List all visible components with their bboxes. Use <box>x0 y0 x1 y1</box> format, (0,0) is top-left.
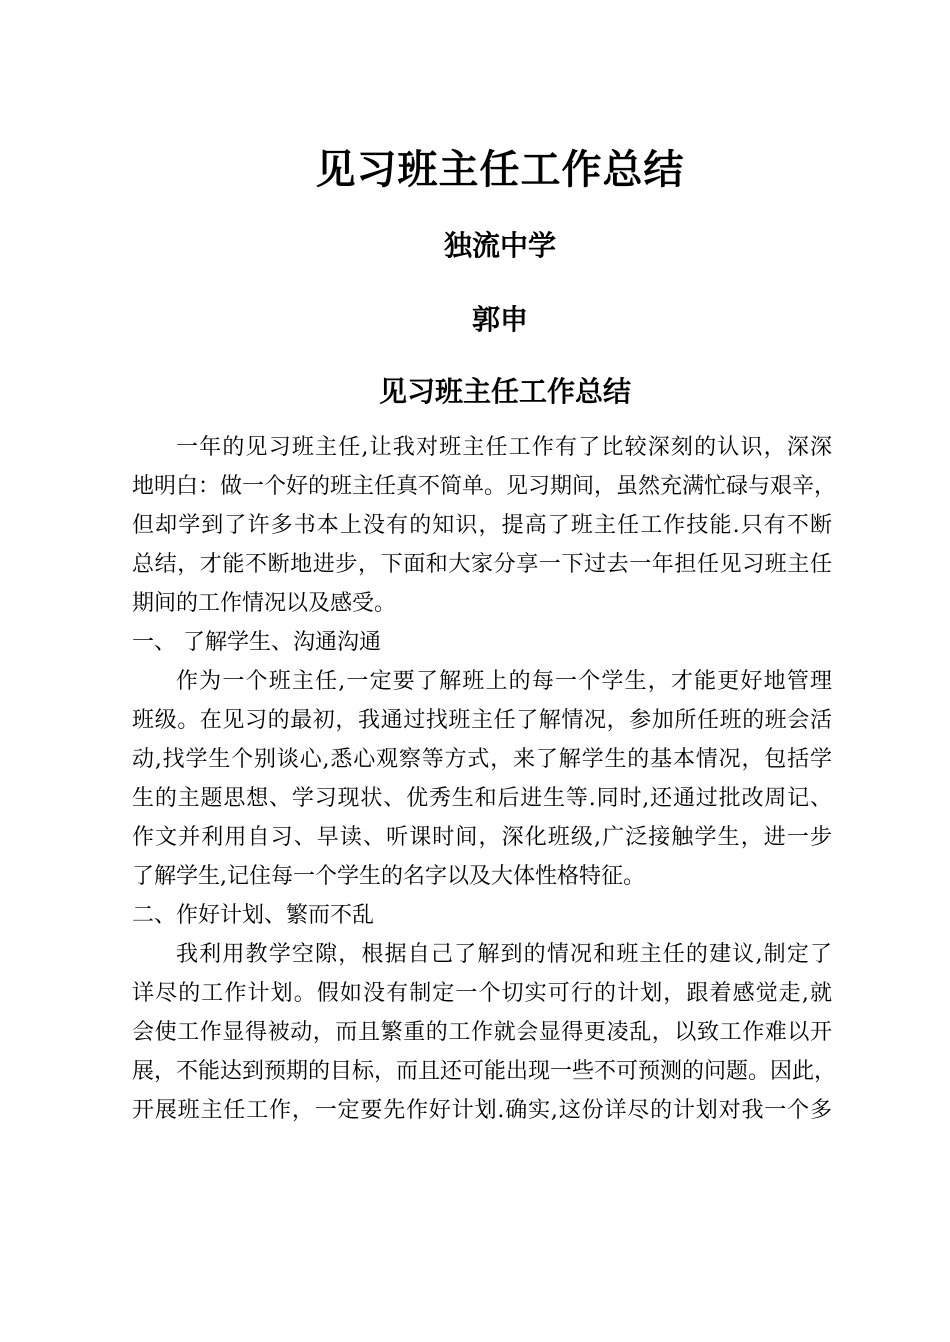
document-title: 见习班主任工作总结 <box>315 146 685 193</box>
document-subtitle: 见习班主任工作总结 <box>378 375 631 408</box>
section-heading: 二、作好计划、繁而不乱 <box>132 903 375 928</box>
paragraph-line: 班级。在见习的最初，我通过找班主任了解情况，参加所任班的班会活 <box>132 708 832 733</box>
paragraph-line: 了解学生,记住每一个学生的名字以及大体性格特征。 <box>132 864 645 889</box>
paragraph-line: 展，不能达到预期的目标，而且还可能出现一些不可预测的问题。因此， <box>132 1059 837 1084</box>
paragraph-line: 详尽的工作计划。假如没有制定一个切实可行的计划，跟着感觉走,就 <box>132 981 832 1006</box>
paragraph-line: 生的主题思想、学习现状、优秀生和后进生等.同时,还通过批改周记、 <box>132 786 832 811</box>
school-name: 独流中学 <box>443 229 556 262</box>
paragraph-line: 期间的工作情况以及感受。 <box>132 591 397 616</box>
paragraph-line: 开展班主任工作，一定要先作好计划.确实,这份详尽的计划对我一个多 <box>132 1098 832 1123</box>
paragraph-line: 地明白：做一个好的班主任真不简单。见习期间，虽然充满忙碌与艰辛， <box>132 474 837 499</box>
body-text <box>132 428 837 1130</box>
paragraph-line: 动,找学生个别谈心,悉心观察等方式，来了解学生的基本情况，包括学 <box>132 747 832 772</box>
paragraph-line: 会使工作显得被动，而且繁重的工作就会显得更凌乱，以致工作难以开 <box>132 1020 832 1045</box>
paragraph-line: 一年的见习班主任,让我对班主任工作有了比较深刻的认识，深深 <box>176 435 832 460</box>
section-heading: 一、 了解学生、沟通沟通 <box>132 630 381 655</box>
paragraph-line: 总结，才能不断地进步，下面和大家分享一下过去一年担任见习班主任 <box>132 552 832 577</box>
paragraph-line: 我利用教学空隙，根据自己了解到的情况和班主任的建议,制定了 <box>176 942 832 967</box>
paragraph-line: 作文并利用自习、早读、听课时间，深化班级,广泛接触学生，进一步 <box>132 825 832 850</box>
paragraph-line: 但却学到了许多书本上没有的知识，提高了班主任工作技能.只有不断 <box>132 513 832 538</box>
paragraph-line: 作为一个班主任,一定要了解班上的每一个学生，才能更好地管理 <box>176 669 832 694</box>
author-name: 郭申 <box>471 303 528 336</box>
